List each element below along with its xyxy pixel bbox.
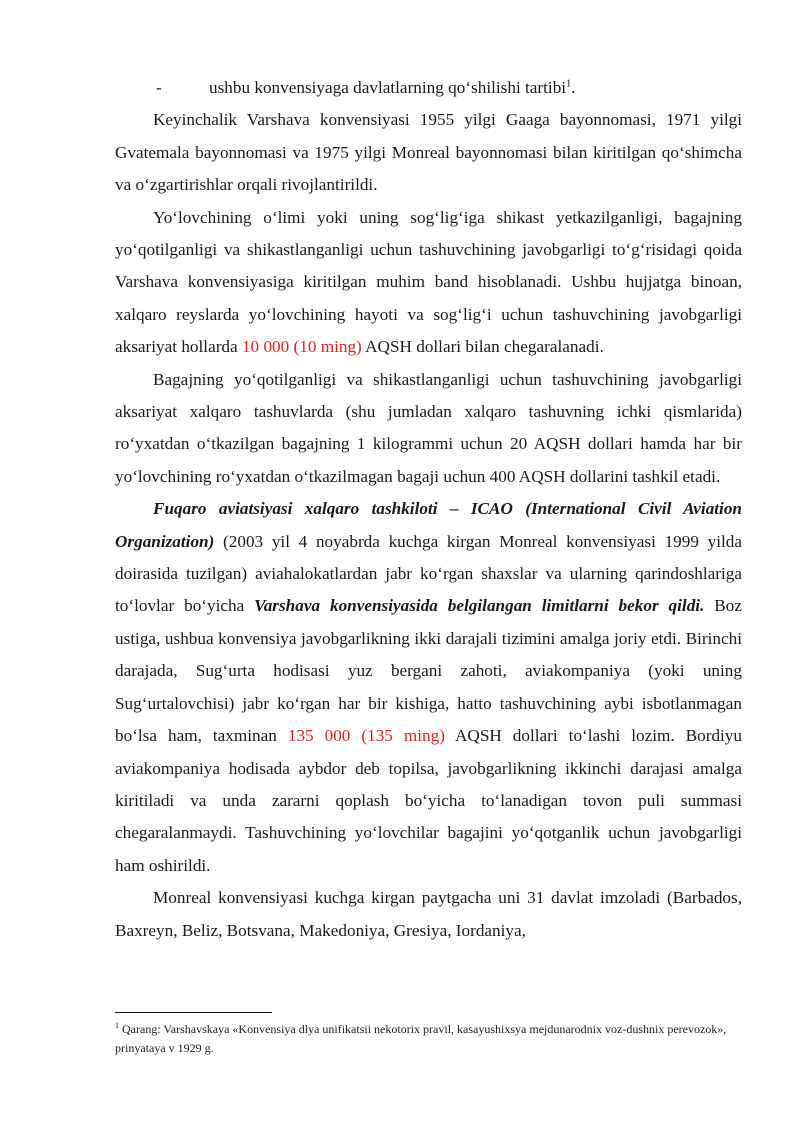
- document-body: [115, 72, 742, 947]
- paragraph-4: Fuqaro aviatsiyasi xalqaro tashkiloti – ICAO (International Civil Aviation Organization) (2003 yil 4 noyabrda kuchga kirgan Monreal konvensiyasi 1999 yilda doirasida tuzilgan) aviahalokatlardan jabr ko‘rgan shaxslar va ularning qarindoshlariga to‘lovlar bo‘yicha Varshava konvensiyasida belgilangan limitlarni bekor qildi. Boz ustiga, ushbua konvensiya javobgarlikning ikki darajali tizimini amalga joriy etdi. Birinchi darajada, Sug‘urta hodisasi yuz bergani zahoti, aviakompaniya (yoki uning Sug‘urtalovchisi) jabr ko‘rgan har bir kishiga, hatto tashuvchining aybi isbotlanmagan bo‘lsa ham, taxminan 135 000 (135 ming) AQSH dollari to‘lashi lozim. Bordiyu aviakompaniya hodisada aybdor deb topilsa, javobgarlikning ikkinchi darajasi amalga kiritiladi va unda zararni qoplash bo‘yicha to‘lanadigan tovon puli summasi chegaralanmaydi. Tashuvchining yo‘lovchilar bagajini yo‘qotganlik uchun javobgarligi ham oshirildi.: [115, 499, 742, 875]
- bold-italic-statement: Varshava konvensiyasida belgilangan limitlarni bekor qildi.: [254, 596, 705, 616]
- paragraph-2: Yo‘lovchining o‘limi yoki uning sog‘lig‘iga shikast yetkazilganligi, bagajning yo‘qotilganligi va shikastlanganligi uchun tashuvchining javobgarligi to‘g‘risidagi qoida Varshava konvensiyasiga kiritilgan muhim band hisoblanadi. Ushbu hujjatga binoan, xalqaro reyslarda yo‘lovchining hayoti va sog‘lig‘i uchun tashuvchining javobgarligi aksariyat hollarda 10 000 (10 ming) AQSH dollari bilan chegaralanadi.: [115, 207, 742, 357]
- highlighted-amount: 10 000 (10 ming): [241, 337, 362, 357]
- paragraph-3: Bagajning yo‘qotilganligi va shikastlanganligi uchun tashuvchining javobgarligi aksariyat xalqaro tashuvlarda (shu jumladan xalqaro tashuvning ichki qismlarida) ro‘yxatdan o‘tkazilgan bagajning 1 kilogrammi uchun 20 AQSH dollari hamda har bir yo‘lovchining ro‘yxatdan o‘tkazilmagan bagaji uchun 400 AQSH dollarini tashkil etadi.: [115, 369, 742, 486]
- bullet-text: ushbu konvensiyaga davlatlarning qo‘shilishi tartibi$^1$.: [209, 78, 576, 97]
- footnote-text: Qarang: Varshavskaya «Konvensiya dlya unifikatsii nekotorix pravil, kasayushixsya mejdunarodnix voz-dushnix perevozok», prinyataya v 1929 g.: [115, 1022, 727, 1055]
- bullet-dash: -: [156, 78, 162, 97]
- bold-italic-term: Fuqaro aviatsiyasi xalqaro tashkiloti – ICAO (International Civil Aviation Organization): [115, 499, 742, 551]
- paragraph-5: Monreal konvensiyasi kuchga kirgan paytgacha uni 31 davlat imzoladi (Barbados, Baxreyn, Beliz, Botsvana, Makedoniya, Gresiya, Iordaniya,: [115, 888, 742, 940]
- bullet-item: [115, 72, 742, 104]
- highlighted-amount: 135 000 (135 ming): [287, 726, 445, 746]
- footnote-ref[interactable]: 1: [566, 78, 572, 90]
- footnote-number: 1: [115, 1021, 119, 1030]
- paragraph-1: Keyinchalik Varshava konvensiyasi 1955 yilgi Gaaga bayonnomasi, 1971 yilgi Gvatemala bayonnomasi va 1975 yilgi Monreal bayonnomasi bilan kiritilgan qo‘shimcha va o‘zgartirishlar orqali rivojlantirildi.: [115, 110, 742, 195]
- footnote-divider: [115, 1012, 272, 1013]
- footnote: [115, 1020, 742, 1057]
